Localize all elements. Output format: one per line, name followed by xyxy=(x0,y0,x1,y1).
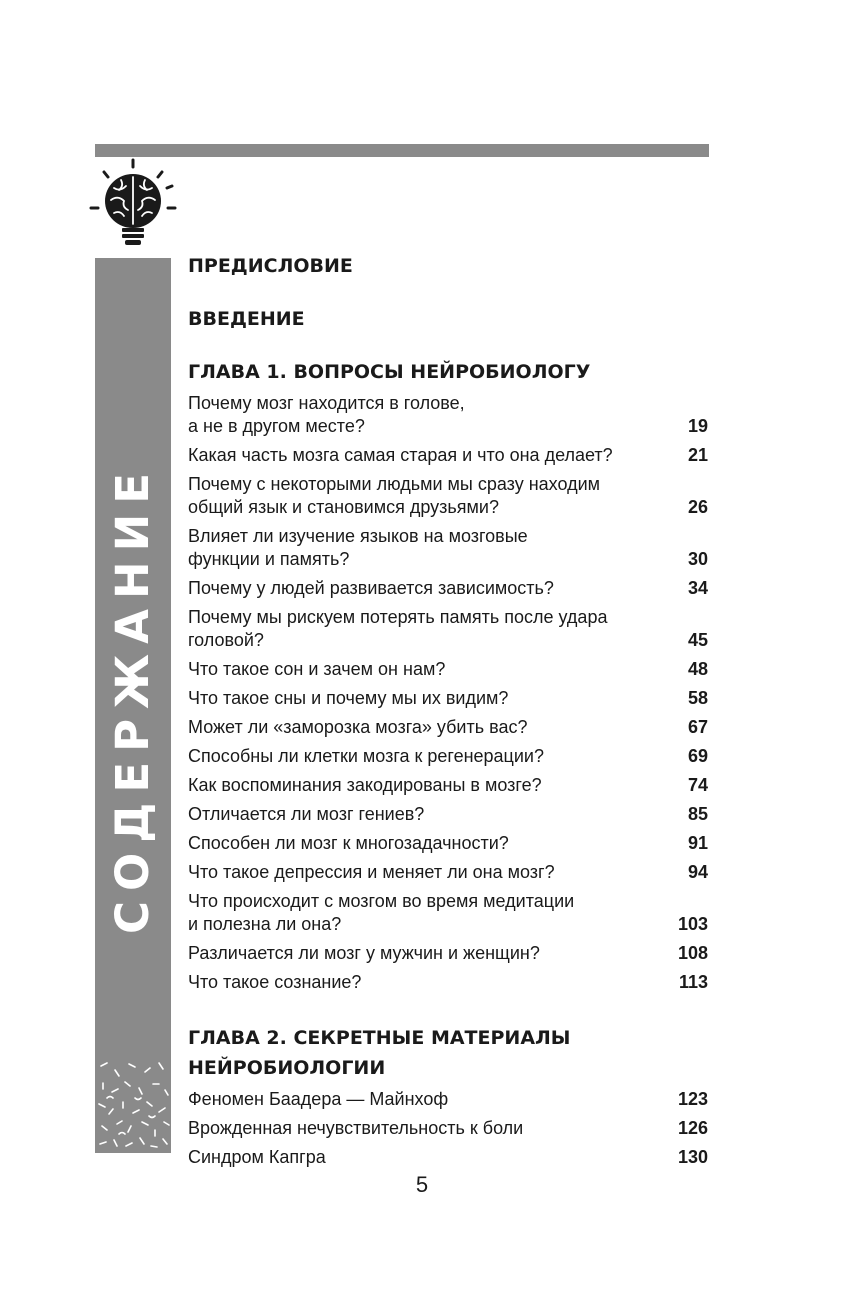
side-title-wrapper xyxy=(95,258,171,1138)
toc-entry[interactable] xyxy=(188,939,708,968)
toc-entry[interactable] xyxy=(188,829,708,858)
toc-entry-page: 74 xyxy=(687,775,708,795)
toc-entry-page: 19 xyxy=(687,416,708,436)
toc-entry-title: Что происходит с мозгом во время медитации и полезна ли она? xyxy=(188,891,575,934)
toc-entry-title: Способен ли мозг к многозадачности? xyxy=(188,833,509,853)
toc-entry-page: 130 xyxy=(677,1147,708,1167)
toc-entry-title: Почему у людей развивается зависимость? xyxy=(188,578,554,598)
top-rule xyxy=(95,144,709,157)
toc-entry[interactable] xyxy=(188,655,708,684)
toc-entry-title: Почему мозг находится в голове, а не в другом месте? xyxy=(188,393,465,436)
toc-entry-title: Почему мы рискуем потерять память после удара головой? xyxy=(188,607,608,650)
toc-entry[interactable] xyxy=(188,713,708,742)
toc-entry-title: Как воспоминания закодированы в мозге? xyxy=(188,775,542,795)
toc-entry-page: 123 xyxy=(677,1089,708,1109)
chapter-2-heading[interactable]: ГЛАВА 2. СЕКРЕТНЫЕ МАТЕРИАЛЫ НЕЙРОБИОЛОГИИ xyxy=(188,1027,571,1079)
toc-entry[interactable] xyxy=(188,858,708,887)
toc-entry-title: Различается ли мозг у мужчин и женщин? xyxy=(188,943,540,963)
toc-entry[interactable] xyxy=(188,887,708,939)
toc-entry-page: 67 xyxy=(687,717,708,737)
toc-introduction[interactable]: ВВЕДЕНИЕ xyxy=(188,308,305,330)
confetti-pattern-icon xyxy=(95,1058,171,1153)
toc-entry[interactable] xyxy=(188,574,708,603)
toc-entry-title: Что такое сознание? xyxy=(188,972,362,992)
toc-entry[interactable] xyxy=(188,1143,708,1172)
toc-entry[interactable] xyxy=(188,800,708,829)
toc-entry[interactable] xyxy=(188,684,708,713)
toc-preface[interactable]: ПРЕДИСЛОВИЕ xyxy=(188,255,353,277)
toc-entry-title: Может ли «заморозка мозга» убить вас? xyxy=(188,717,528,737)
toc-entry-page: 26 xyxy=(687,497,708,517)
toc-entry[interactable] xyxy=(188,522,708,574)
toc-entry-page: 103 xyxy=(677,914,708,934)
toc-entry-page: 45 xyxy=(687,630,708,650)
toc-entry-title: Способны ли клетки мозга к регенерации? xyxy=(188,746,544,766)
toc-entry[interactable] xyxy=(188,742,708,771)
toc-entry-page: 126 xyxy=(677,1118,708,1138)
toc-entry-title: Синдром Капгра xyxy=(188,1147,326,1167)
contents-vertical-title: СОДЕРЖАНИЕ xyxy=(106,462,160,934)
toc-entry-page: 94 xyxy=(687,862,708,882)
toc-entry-page: 58 xyxy=(687,688,708,708)
contents-side-band xyxy=(95,258,171,1153)
toc-entry-title: Влияет ли изучение языков на мозговые функции и память? xyxy=(188,526,528,569)
toc-entry[interactable] xyxy=(188,1114,708,1143)
brain-lightbulb-icon xyxy=(88,158,180,250)
toc-entry-title: Отличается ли мозг гениев? xyxy=(188,804,425,824)
toc-entry-page: 69 xyxy=(687,746,708,766)
toc-entry[interactable] xyxy=(188,771,708,800)
toc-entry-title: Какая часть мозга самая старая и что она делает? xyxy=(188,445,613,465)
toc-entry-title: Феномен Баадера — Майнхоф xyxy=(188,1089,449,1109)
toc-entry-page: 85 xyxy=(687,804,708,824)
toc-entry[interactable] xyxy=(188,389,708,441)
toc-entry-page: 91 xyxy=(687,833,708,853)
toc-entry-page: 21 xyxy=(687,445,708,465)
toc-entry-page: 48 xyxy=(687,659,708,679)
toc-entry-title: Врожденная нечувствительность к боли xyxy=(188,1118,524,1138)
toc-entry[interactable] xyxy=(188,1085,708,1114)
table-of-contents xyxy=(188,248,708,1172)
toc-entry-page: 30 xyxy=(687,549,708,569)
toc-entry-title: Что такое сны и почему мы их видим? xyxy=(188,688,509,708)
toc-entry[interactable] xyxy=(188,603,708,655)
toc-entry[interactable] xyxy=(188,968,708,997)
toc-entry-page: 108 xyxy=(677,943,708,963)
toc-entry-title: Почему с некоторыми людьми мы сразу находим общий язык и становимся друзьями? xyxy=(188,474,600,517)
toc-entry-title: Что такое депрессия и меняет ли она мозг? xyxy=(188,862,555,882)
page-number: 5 xyxy=(415,1172,429,1197)
toc-entry-title: Что такое сон и зачем он нам? xyxy=(188,659,446,679)
toc-entry[interactable] xyxy=(188,470,708,522)
toc-entry[interactable] xyxy=(188,441,708,470)
chapter-1-heading[interactable]: ГЛАВА 1. ВОПРОСЫ НЕЙРОБИОЛОГУ xyxy=(188,361,591,383)
toc-entry-page: 34 xyxy=(687,578,708,598)
toc-entry-page: 113 xyxy=(678,972,708,992)
